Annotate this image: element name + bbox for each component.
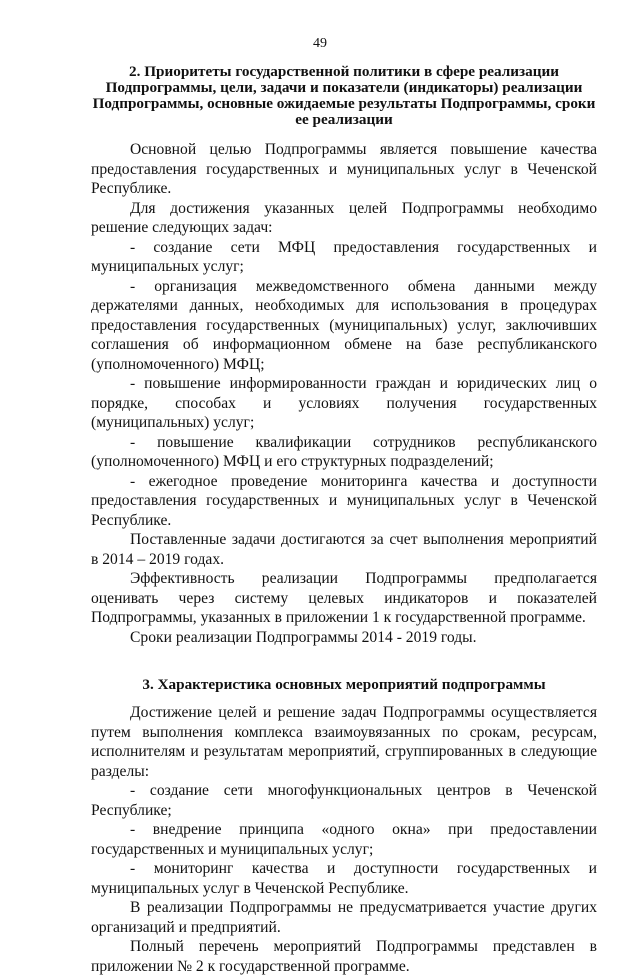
page-number: 49 — [313, 36, 327, 51]
section-3-item-2: - внедрение принципа «одного окна» при предоставлении государственных и муниципальных услуг; — [91, 821, 597, 858]
section-3-heading: 3. Характеристика основных мероприятий подпрограммы — [142, 676, 546, 693]
task-item-3: - повышение информированности граждан и юридических лиц о порядке, способах и условиях получения государственных (муниципальных) услуг; — [91, 375, 597, 431]
section-3-item-3: - мониторинг качества и доступности государственных и муниципальных услуг в Чеченской Республике. — [91, 860, 597, 897]
section-3-closing-1: В реализации Подпрограммы не предусматривается участие других организаций и предприятий. — [91, 899, 597, 936]
page-content — [91, 64, 597, 976]
section-2-tasks-intro: Для достижения указанных целей Подпрограммы необходимо решение следующих задач: — [91, 199, 597, 236]
section-2-goal-paragraph: Основной целью Подпрограммы является повышение качества предоставления государственных и муниципальных услуг в Чеченской Республике. — [91, 141, 597, 197]
section-3-closing-2: Полный перечень мероприятий Подпрограммы представлен в приложении № 2 к государственной программе. — [91, 938, 597, 975]
section-2-closing-3: Сроки реализации Подпрограммы 2014 - 2019 годы. — [130, 628, 477, 646]
section-2-closing-2: Эффективность реализации Подпрограммы предполагается оценивать через систему целевых индикаторов и показателей Подпрограммы, указанных в приложении 1 к государственной программе. — [91, 570, 597, 626]
task-item-2: - организация межведомственного обмена данными между держателями данных, необходимых для использования в процедурах предоставления государственных (муниципальных) услуг, заключивших соглашения об информационном обмене на базе республиканского (уполномоченного) МФЦ; — [91, 277, 597, 373]
task-item-1: - создание сети МФЦ предоставления государственных и муниципальных услуг; — [91, 238, 597, 275]
task-item-4: - повышение квалификации сотрудников республиканского (уполномоченного) МФЦ и его структурных подразделений; — [91, 433, 597, 470]
task-item-5: - ежегодное проведение мониторинга качества и доступности предоставления государственных и муниципальных услуг в Чеченской Республике. — [91, 472, 597, 529]
section-3-intro: Достижение целей и решение задач Подпрограммы осуществляется путем выполнения комплекса взаимоувязанных по срокам, ресурсам, исполнителям и результатам мероприятий, сгруппированных в следующие разделы: — [91, 704, 597, 780]
section-2-heading: 2. Приоритеты государственной политики в сфере реализации Подпрограммы, цели, задачи и показатели (индикаторы) реализации Подпрограммы, основные ожидаемые результаты Подпрограммы, сроки ее реализации — [92, 63, 596, 128]
section-2-closing-1: Поставленные задачи достигаются за счет выполнения мероприятий в 2014 – 2019 годах. — [91, 531, 597, 568]
section-3-item-1: - создание сети многофункциональных центров в Чеченской Республике; — [91, 782, 597, 819]
